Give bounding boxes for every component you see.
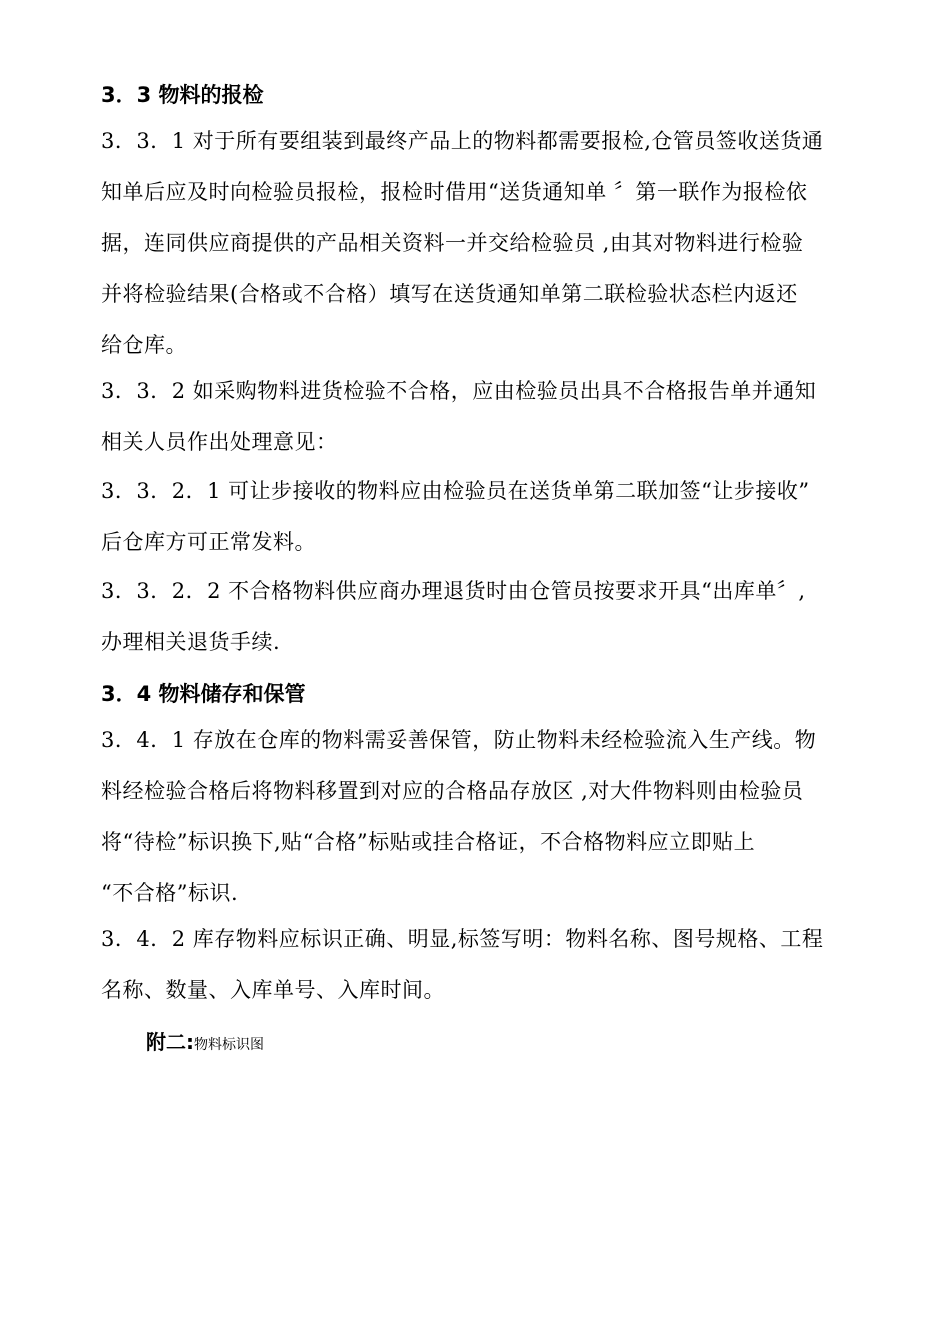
clause-line: 将“待检”标识换下,贴“合格”标贴或挂合格证，不合格物料应立即贴上: [101, 830, 756, 854]
clause-line: 相关人员作出处理意见：: [101, 430, 338, 454]
clause-line: 据，连同供应商提供的产品相关资料一并交给检验员 ,由其对物料进行检验: [101, 231, 804, 255]
appendix-label: 附二:: [146, 1030, 194, 1054]
clause-line: “不合格”标识.: [101, 881, 239, 905]
clause-line: 3．4．2 库存物料应标识正确、明显,标签写明：物料名称、图号规格、工程: [101, 927, 824, 951]
clause-3-3-2: [101, 366, 851, 468]
clause-line: 3．3．2 如采购物料进货检验不合格，应由检验员出具不合格报告单并通知: [101, 379, 817, 403]
clause-3-3-2-1: [101, 466, 851, 568]
clause-line: 料经检验合格后将物料移置到对应的合格品存放区 ,对大件物料则由检验员: [101, 779, 804, 803]
appendix-caption: 物料标识图: [194, 1037, 264, 1053]
clause-line: 办理相关退货手续.: [101, 630, 281, 654]
section-3-3-heading: 3．3 物料的报检: [101, 83, 264, 107]
clause-line: 3．4．1 存放在仓库的物料需妥善保管，防止物料未经检验流入生产线。物: [101, 728, 817, 752]
clause-line: 3．3．2．1 可让步接收的物料应由检验员在送货单第二联加签“让步接收”: [101, 479, 810, 503]
clause-line: 知单后应及时向检验员报检，报检时借用“送货通知单 〞第一联作为报检依: [101, 180, 808, 204]
clause-line: 并将检验结果(合格或不合格）填写在送货通知单第二联检验状态栏内返还: [101, 282, 798, 306]
clause-line: 3．3．1 对于所有要组装到最终产品上的物料都需要报检,仓管员签收送货通: [101, 129, 824, 153]
clause-line: 3．3．2．2 不合格物料供应商办理退货时由仓管员按要求开具“出库单〞,: [101, 579, 806, 603]
appendix-2: [146, 1026, 264, 1055]
clause-3-4-2: [101, 914, 851, 1016]
section-3-4-heading: 3．4 物料储存和保管: [101, 682, 306, 706]
clause-line: 后仓库方可正常发料。: [101, 530, 316, 554]
clause-line: 给仓库。: [101, 333, 187, 357]
clause-3-4-1: [101, 715, 851, 919]
clause-3-3-1: [101, 116, 851, 371]
clause-line: 名称、数量、入库单号、入库时间。: [101, 978, 445, 1002]
clause-3-3-2-2: [101, 566, 851, 668]
